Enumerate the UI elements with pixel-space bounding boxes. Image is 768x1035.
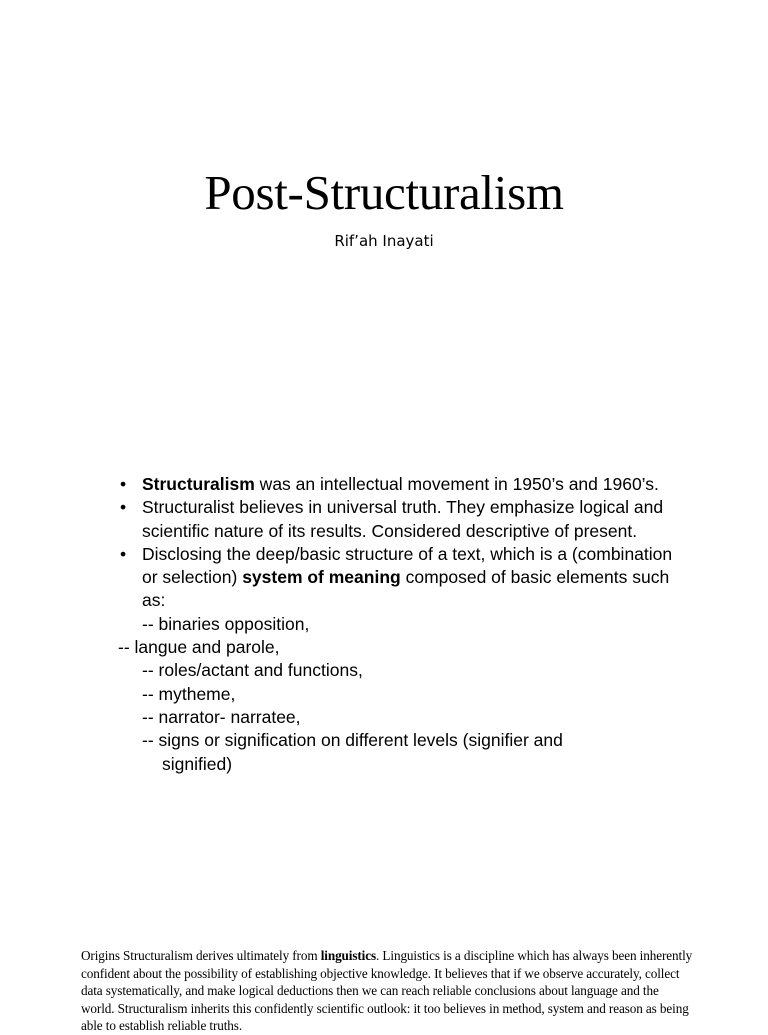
bullet-text: was an intellectual movement in 1950’s and 1960’s.	[254, 474, 659, 494]
bullet-item	[118, 496, 678, 543]
sub-item: -- mytheme,	[142, 683, 236, 704]
bullet-item	[118, 473, 678, 496]
bullet-bold-term: system of meaning	[242, 567, 401, 588]
bullet-icon: •	[120, 543, 127, 564]
bullet-icon: •	[120, 497, 127, 518]
bullet-list	[118, 473, 678, 776]
slide-title: Post-Structuralism	[204, 165, 564, 220]
bullet-icon: •	[120, 474, 127, 494]
bullet-text: Disclosing the deep/basic structure of a text, which is a (combination or selection)	[142, 543, 673, 588]
sub-item-text: -- signs or signification on different levels (signifier and	[142, 730, 563, 751]
bullet-bold-term: Structuralism	[142, 474, 255, 494]
sub-item-continuation: signified)	[162, 753, 233, 774]
sub-item: -- narrator- narratee,	[142, 706, 301, 727]
notes-text: Origins Structuralism derives ultimately from	[81, 948, 321, 963]
bullet-item	[118, 543, 678, 613]
bullet-text: composed of basic elements such as:	[142, 567, 670, 611]
slide-author: Rif’ah Inayati	[334, 232, 434, 250]
notes-paragraph	[81, 947, 693, 1035]
sub-item: -- binaries opposition,	[142, 613, 310, 634]
notes-bold-term: linguistics	[320, 948, 377, 963]
bullet-text: Structuralist believes in universal truth. They emphasize logical and scientific nature of its results. Considered descriptive of present.	[142, 497, 664, 541]
sub-item	[118, 729, 678, 776]
sub-item: -- roles/actant and functions,	[142, 660, 363, 681]
notes-text: . Linguistics is a discipline which has always been inherently confident about the possibility of establishing objective knowledge. It believes that if we observe accurately, collect data systematically, and make logical deductions then we can reach reliable conclusions about language and the world. Structuralism inherits this confidently scientific outlook: it too believes in method, system and reason as being able to establish reliable truths.	[81, 948, 693, 1033]
sub-item: -- langue and parole,	[118, 637, 280, 658]
